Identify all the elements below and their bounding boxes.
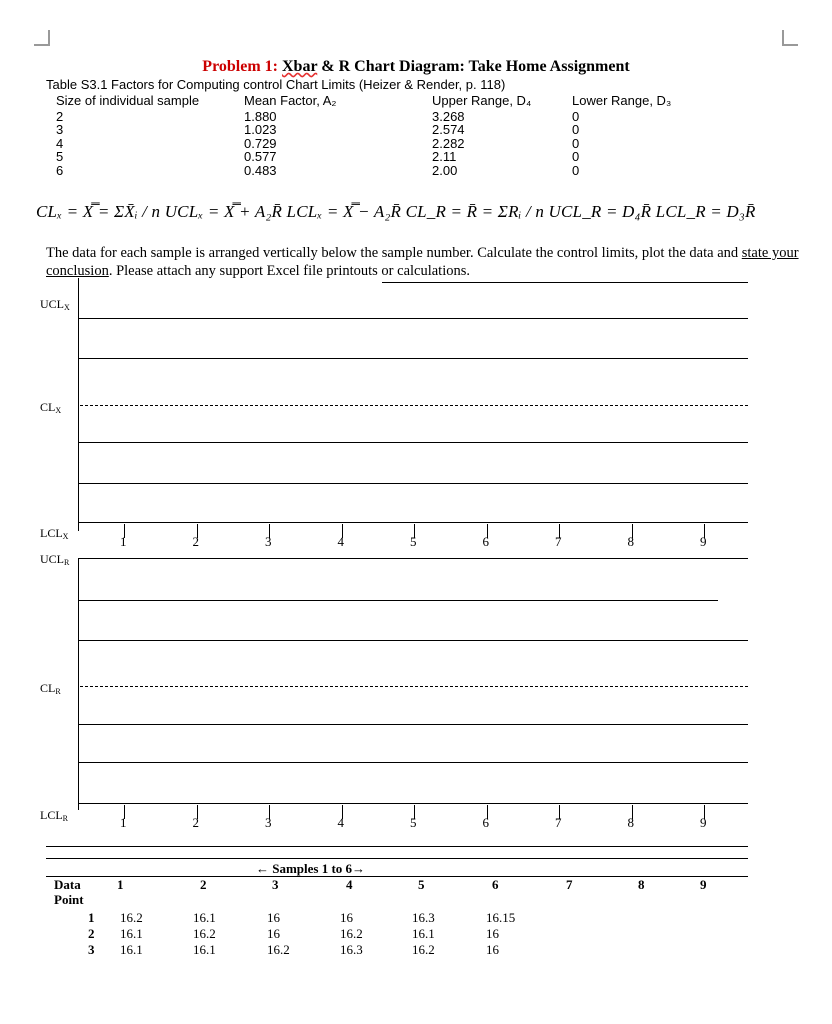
data-header-label-1: Data — [54, 877, 81, 892]
xbar-chart-tick-label: 4 — [337, 534, 344, 549]
factor-table-cell: 2.11 — [432, 149, 457, 165]
r-chart-tick-label: 3 — [265, 815, 272, 830]
data-table-cell: 16.1 — [193, 910, 216, 925]
r-ucl-label: $UCL_R$ — [40, 552, 70, 567]
data-table-cell: 16.3 — [412, 910, 435, 925]
factor-table-cell: 0.577 — [244, 149, 277, 165]
r-cl-label: $CL_R$ — [40, 681, 61, 696]
factor-table-cell: 2 — [56, 109, 64, 124]
r-lcl-label: $LCL_R$ — [40, 808, 69, 823]
instructions-part-2: . Please attach any support Excel file printouts or calculations. — [108, 263, 471, 279]
data-table-column-header: 2 — [200, 877, 207, 892]
data-table-cell: 16.1 — [193, 942, 216, 957]
xbar-chart-center-line — [80, 405, 748, 406]
r-chart-tick-label: 5 — [410, 815, 417, 830]
data-table-cell: 16.2 — [193, 926, 216, 941]
r-chart-line-4 — [78, 724, 748, 725]
xbar-chart-line-5 — [78, 522, 748, 523]
factor-table-cell: 0.729 — [244, 135, 277, 151]
data-point-label: 2 — [88, 926, 95, 941]
data-table-column-header: 6 — [492, 877, 499, 892]
xbar-chart-tick-label: 5 — [410, 534, 417, 549]
xbar-lcl-label: $LCL_X$ — [40, 526, 69, 541]
r-chart-tick-label: 9 — [700, 815, 707, 830]
xbar-ucl-label: $UCL_X$ — [40, 297, 70, 312]
data-table-column-header: 1 — [117, 877, 124, 892]
factor-table-cell: 3.268 — [432, 109, 465, 124]
title-rest: & R Chart Diagram: Take Home Assignment — [321, 58, 630, 75]
factor-table-cell: 2.00 — [432, 162, 458, 178]
factor-table-header-3: Upper Range, D₄ — [432, 93, 532, 108]
factor-table-cell: 4 — [56, 135, 64, 151]
r-chart-line-1 — [78, 558, 748, 559]
page-corner-mark-right — [782, 30, 798, 46]
data-table-cell: 16.1 — [120, 926, 143, 941]
data-table-cell: 16.3 — [340, 942, 363, 957]
data-table-cell: 16.1 — [412, 926, 435, 941]
data-table-cell: 16 — [486, 942, 499, 957]
xbar-chart-tick-label: 1 — [120, 534, 127, 549]
table-caption: Table S3.1 Factors for Computing control Chart Limits (Heizer & Render, p. 118) — [46, 77, 506, 92]
factor-table-cell: 1.880 — [244, 109, 277, 124]
factor-table-cell: 0 — [572, 122, 580, 138]
data-table-cell: 16.2 — [267, 942, 290, 957]
factor-table-cell: 0 — [572, 149, 580, 165]
factor-table-cell: 0 — [572, 162, 580, 178]
data-table-caption: ← Samples 1 to 6→ — [256, 861, 366, 876]
r-chart-tick-label: 8 — [627, 815, 634, 830]
xbar-cl-label: $CL_X$ — [40, 400, 62, 415]
data-table-cell: 16.15 — [486, 910, 516, 925]
factor-table-cell: 5 — [56, 149, 64, 165]
page-title — [0, 58, 832, 76]
xbar-chart-line-2 — [78, 358, 748, 359]
factor-table-cell: 3 — [56, 122, 64, 138]
r-chart-line-3 — [78, 640, 748, 641]
factor-table-cell: 1.023 — [244, 122, 277, 138]
instructions — [46, 244, 806, 280]
r-chart-tick-label: 7 — [555, 815, 562, 830]
r-chart-tick-label: 2 — [192, 815, 199, 830]
factor-table-header-2: Mean Factor, A₂ — [244, 93, 337, 108]
xbar-chart-line-4 — [78, 483, 748, 484]
data-table-cell: 16.2 — [120, 910, 143, 925]
xbar-chart-line-3 — [78, 442, 748, 443]
instructions-underlined: state your conclusion — [46, 245, 799, 279]
data-table-column-header: 3 — [272, 877, 279, 892]
factor-table-cell: 2.282 — [432, 135, 465, 151]
data-table-cell: 16.2 — [340, 926, 363, 941]
xbar-chart-tick-label: 7 — [555, 534, 562, 549]
factor-table-cell: 0.483 — [244, 162, 277, 178]
page-corner-mark-left — [34, 30, 50, 46]
data-header-label-2: Point — [54, 892, 84, 907]
r-chart-tick-label: 1 — [120, 815, 127, 830]
xbar-chart-tick-label: 6 — [482, 534, 489, 549]
data-point-label: 3 — [88, 942, 95, 957]
xbar-chart-tick-label: 3 — [265, 534, 272, 549]
xbar-chart-tick-label: 8 — [627, 534, 634, 549]
data-table-cell: 16 — [486, 926, 499, 941]
data-table-cell: 16 — [267, 926, 280, 941]
r-chart-tick-label: 6 — [482, 815, 489, 830]
data-table-rule-top — [46, 846, 748, 847]
factor-table-cell: 6 — [56, 162, 64, 178]
data-table-column-header: 8 — [638, 877, 645, 892]
factor-table-header-1: Size of individual sample — [56, 93, 200, 108]
factor-table-header-4: Lower Range, D₃ — [572, 93, 672, 108]
factor-table-cell: 2.574 — [432, 122, 465, 138]
xbar-chart-tick-label: 2 — [192, 534, 199, 549]
data-table-cell: 16.1 — [120, 942, 143, 957]
data-point-label: 1 — [88, 910, 95, 925]
factor-table-cell: 0 — [572, 135, 580, 151]
r-chart-line-2 — [78, 600, 718, 601]
instructions-part-1: The data for each sample is arranged vertically below the sample number. Calculate the control limits, plot the data and — [46, 245, 742, 261]
factor-table-cell: 0 — [572, 109, 580, 124]
xbar-chart-tick-label: 9 — [700, 534, 707, 549]
data-table-cell: 16.2 — [412, 942, 435, 957]
data-table-rule-middle — [46, 858, 748, 859]
r-chart-tick-label: 4 — [337, 815, 344, 830]
data-table-cell: 16 — [340, 910, 353, 925]
data-table-cell: 16 — [267, 910, 280, 925]
data-table-column-header: 9 — [700, 877, 707, 892]
data-table-column-header: 7 — [566, 877, 573, 892]
data-table-column-header: 5 — [418, 877, 425, 892]
xbar-chart-y-axis — [78, 278, 79, 531]
r-chart-line-6 — [78, 803, 748, 804]
r-chart-center-line — [80, 686, 748, 687]
r-chart-y-axis — [78, 558, 79, 810]
instructions-underline-rule — [382, 282, 748, 283]
r-chart-line-5 — [78, 762, 748, 763]
xbar-chart-line-1 — [78, 318, 748, 319]
formula-line: CLₓ = X̿ = ΣX̄ᵢ / n UCLₓ = X̿ + A₂R̄ LCLₓ = X̿ − A₂R̄ CL_R = R̄ = ΣRᵢ / n UCL_R = D₄R̄ LCL_R = D₃R̄ — [36, 202, 756, 221]
title-problem-label: Problem 1: — [202, 58, 278, 75]
title-xbar-word: Xbar — [281, 58, 318, 75]
data-table-column-header: 4 — [346, 877, 353, 892]
